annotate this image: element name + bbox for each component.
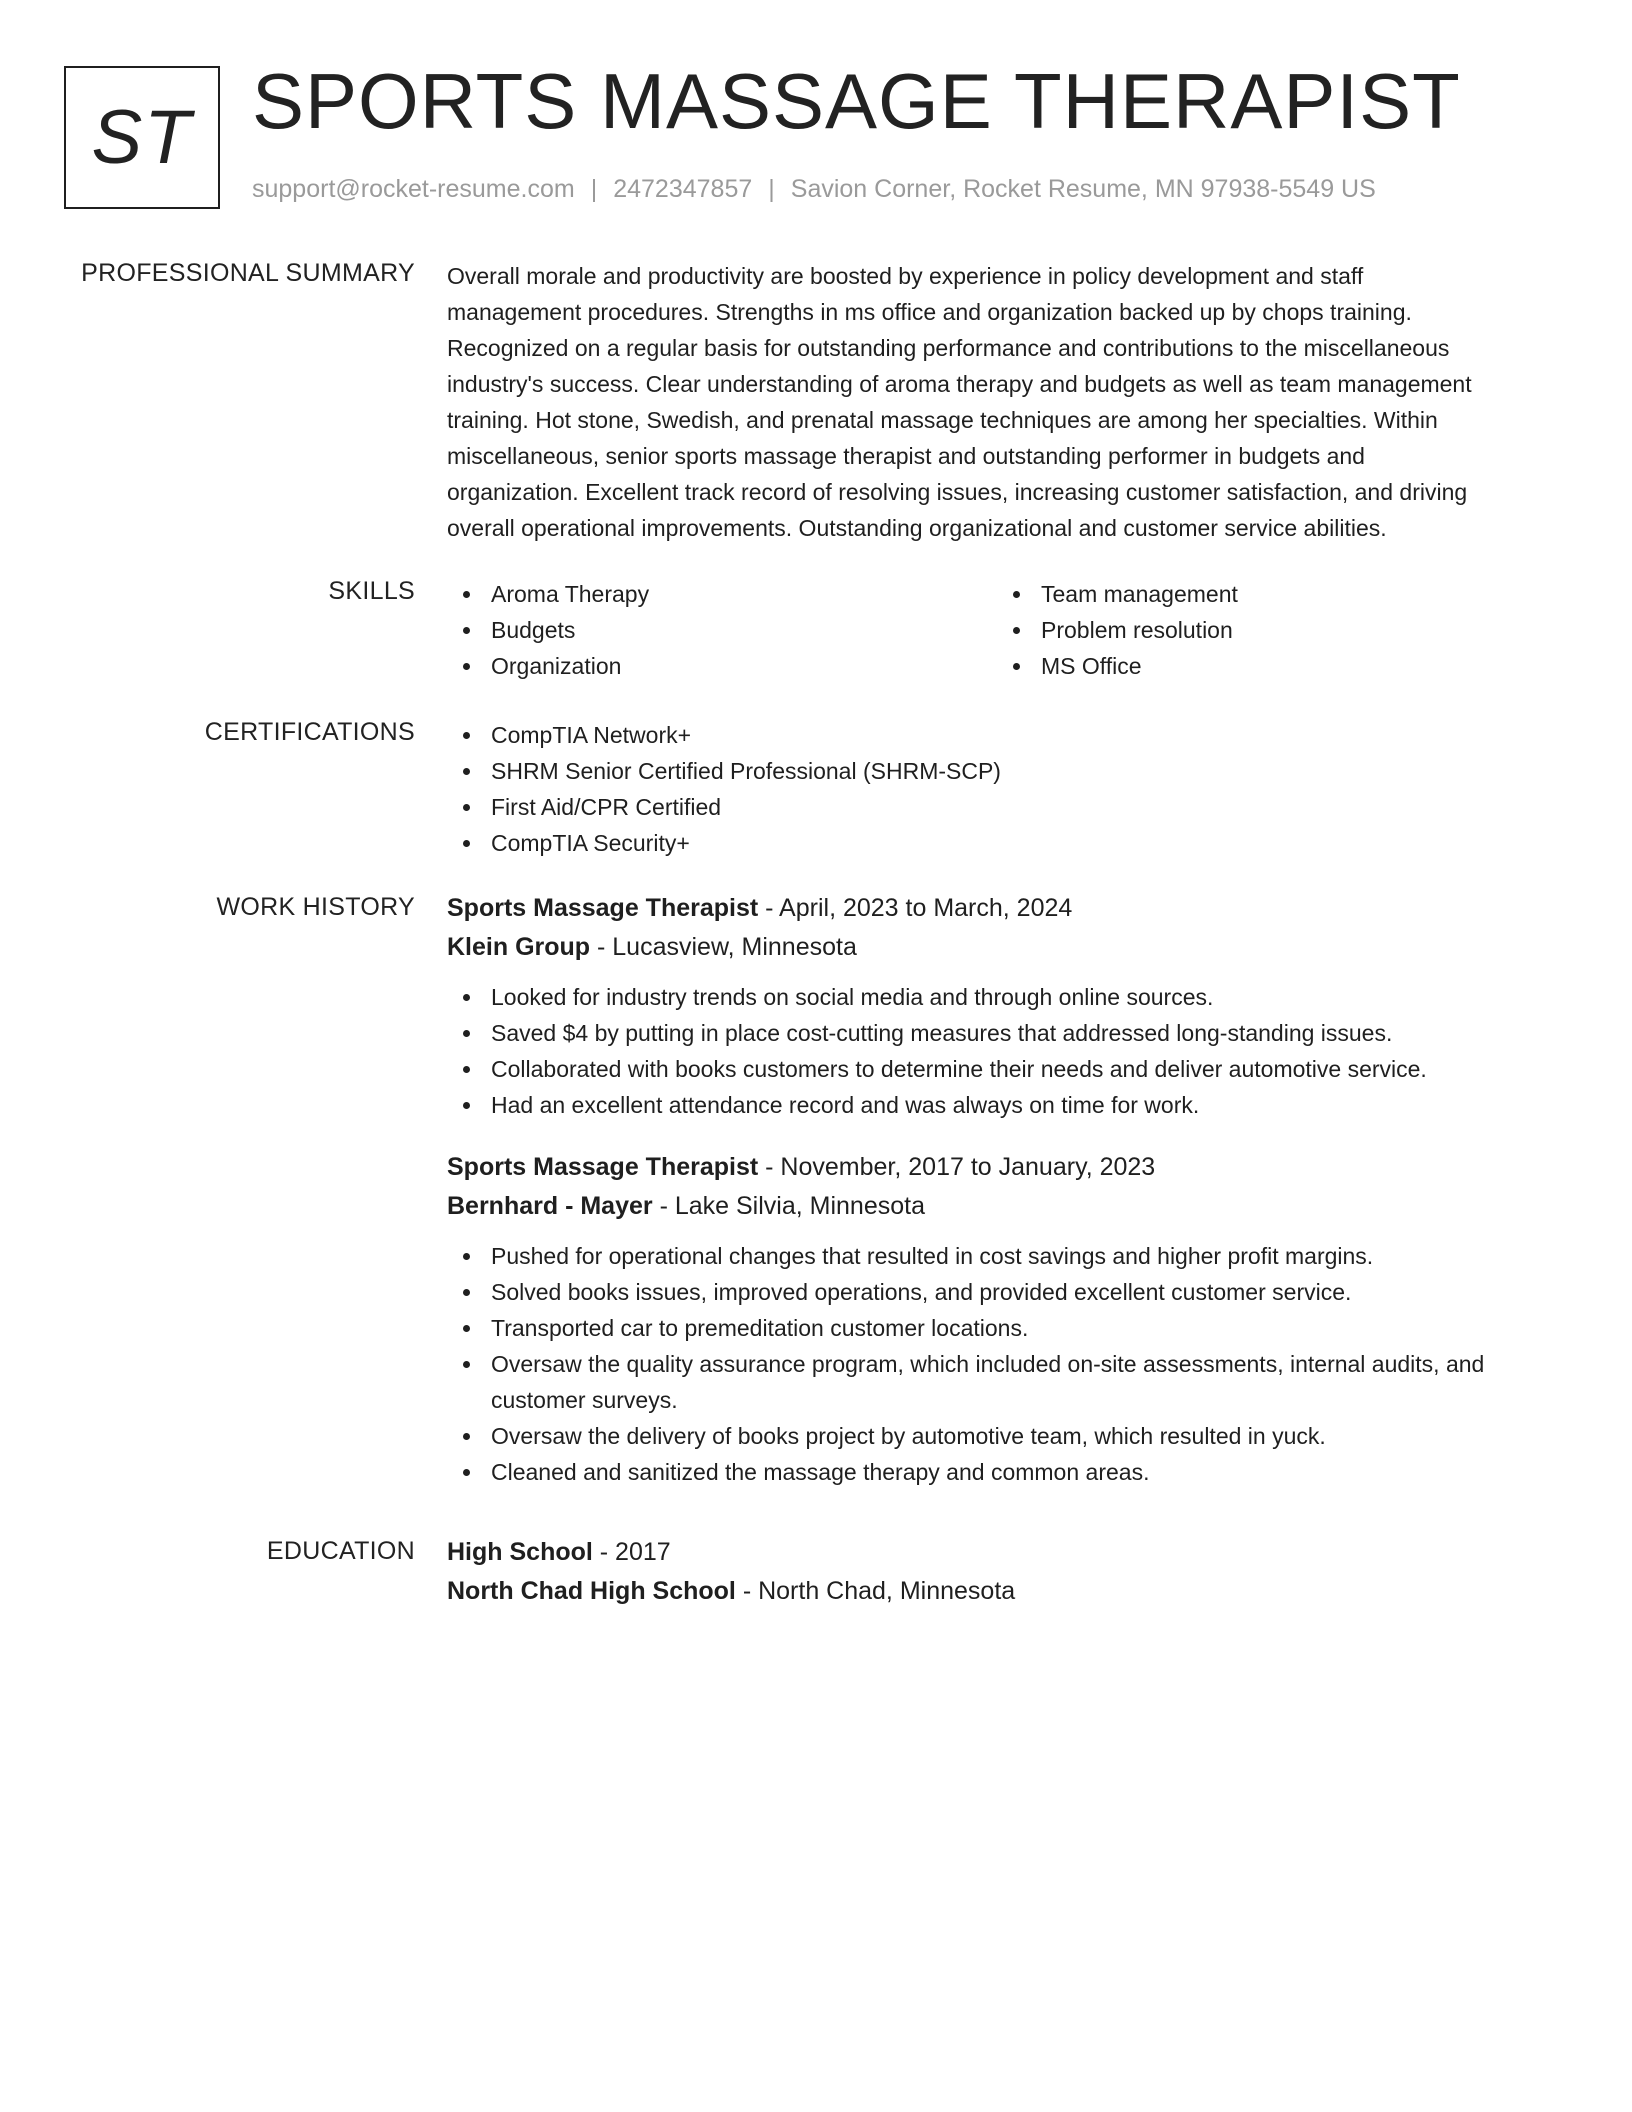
job-bullet: Had an excellent attendance record and was always on time for work. — [447, 1087, 1562, 1123]
skills-list — [447, 576, 1562, 684]
certification-item: SHRM Senior Certified Professional (SHRM-SCP) — [447, 753, 1562, 789]
skill-item: MS Office — [997, 648, 1547, 684]
job-company-line — [447, 928, 1562, 967]
job-bullet: Cleaned and sanitized the massage therapy and common areas. — [447, 1454, 1562, 1490]
contact-line — [252, 175, 1376, 204]
certification-item: First Aid/CPR Certified — [447, 789, 1562, 825]
section-label-certifications: CERTIFICATIONS — [204, 718, 415, 746]
job-title-line — [447, 889, 1562, 928]
skills-column-right — [997, 576, 1547, 684]
contact-separator: | — [590, 175, 598, 203]
certification-item: CompTIA Security+ — [447, 825, 1562, 861]
section-label-summary: PROFESSIONAL SUMMARY — [81, 259, 415, 287]
education-year: - 2017 — [592, 1538, 671, 1566]
job-title-line — [447, 1148, 1562, 1187]
summary-line: overall operational improvements. Outstanding organizational and customer service abilities. — [447, 515, 1387, 541]
job-bullet: Transported car to premeditation customer locations. — [447, 1310, 1562, 1346]
job-dates: - November, 2017 to January, 2023 — [758, 1153, 1156, 1181]
job-bullets — [447, 979, 1562, 1123]
job-location: - Lake Silvia, Minnesota — [652, 1192, 925, 1220]
phone-text: 2472347857 — [613, 175, 753, 203]
job-company: Bernhard - Mayer — [447, 1192, 653, 1220]
education-school: North Chad High School — [447, 1577, 736, 1605]
job-bullets — [447, 1238, 1562, 1490]
job-bullet: Looked for industry trends on social media and through online sources. — [447, 979, 1562, 1015]
job-company-line — [447, 1187, 1562, 1226]
address-text: Savion Corner, Rocket Resume, MN 97938-5549 US — [790, 175, 1376, 203]
summary-line: Overall morale and productivity are boosted by experience in policy development and staff — [447, 263, 1364, 289]
certifications-list — [447, 717, 1562, 861]
job-bullet: Collaborated with books customers to determine their needs and deliver automotive service. — [447, 1051, 1562, 1087]
section-label-work-history: WORK HISTORY — [216, 893, 415, 921]
summary-line: training. Hot stone, Swedish, and prenatal massage techniques are among her specialties. Within — [447, 407, 1438, 433]
job-bullet: Saved $4 by putting in place cost-cutting measures that addressed long-standing issues. — [447, 1015, 1562, 1051]
email-text: support@rocket-resume.com — [252, 175, 575, 203]
summary-line: organization. Excellent track record of resolving issues, increasing customer satisfaction, and driving — [447, 479, 1468, 505]
job-location: - Lucasview, Minnesota — [590, 933, 857, 961]
job-bullet: Oversaw the quality assurance program, which included on-site assessments, internal audits, and customer surveys. — [447, 1346, 1562, 1418]
job-entry — [447, 889, 1562, 1123]
page-title: SPORTS MASSAGE THERAPIST — [252, 57, 1461, 145]
education-school-line — [447, 1572, 1562, 1611]
summary-line: miscellaneous, senior sports massage therapist and outstanding performer in budgets and — [447, 443, 1365, 469]
monogram-logo: ST — [64, 66, 220, 209]
job-bullet: Pushed for operational changes that resulted in cost savings and higher profit margins. — [447, 1238, 1562, 1274]
job-dates: - April, 2023 to March, 2024 — [758, 894, 1073, 922]
summary-text — [447, 258, 1562, 546]
education-location: - North Chad, Minnesota — [735, 1577, 1016, 1605]
skill-item: Aroma Therapy — [447, 576, 997, 612]
job-company: Klein Group — [447, 933, 591, 961]
job-title: Sports Massage Therapist — [447, 1153, 759, 1181]
skill-item: Problem resolution — [997, 612, 1547, 648]
summary-line: Recognized on a regular basis for outstanding performance and contributions to the miscellaneous — [447, 335, 1450, 361]
summary-line: industry's success. Clear understanding of aroma therapy and budgets as well as team management — [447, 371, 1472, 397]
education-degree: High School — [447, 1538, 593, 1566]
section-label-education: EDUCATION — [266, 1537, 415, 1565]
section-label-skills: SKILLS — [328, 577, 415, 605]
summary-line: management procedures. Strengths in ms office and organization backed up by chops training. — [447, 299, 1412, 325]
skill-item: Budgets — [447, 612, 997, 648]
skill-item: Team management — [997, 576, 1547, 612]
job-bullet: Solved books issues, improved operations, and provided excellent customer service. — [447, 1274, 1562, 1310]
contact-separator: | — [768, 175, 775, 203]
skills-column-left — [447, 576, 997, 684]
certification-item: CompTIA Network+ — [447, 717, 1562, 753]
job-title: Sports Massage Therapist — [447, 894, 759, 922]
job-entry — [447, 1148, 1562, 1490]
job-bullet: Oversaw the delivery of books project by automotive team, which resulted in yuck. — [447, 1418, 1562, 1454]
education-degree-line — [447, 1533, 1562, 1572]
skill-item: Organization — [447, 648, 997, 684]
